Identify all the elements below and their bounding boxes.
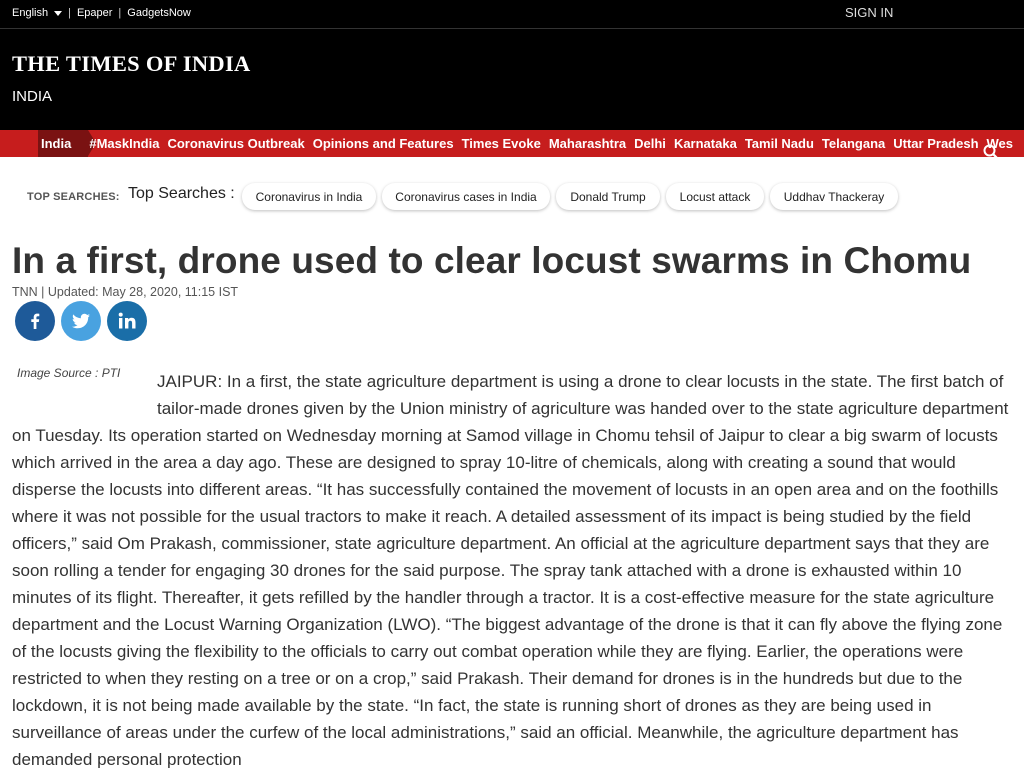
- main-nav: [0, 130, 1024, 157]
- article-byline: TNN | Updated: May 28, 2020, 11:15 IST: [12, 285, 239, 299]
- language-selector[interactable]: [12, 7, 62, 19]
- nav-item-maharashtra[interactable]: Maharashtra: [548, 136, 627, 151]
- language-label: English: [12, 7, 49, 19]
- nav-item-coronavirus-outbreak[interactable]: Coronavirus Outbreak: [167, 136, 305, 151]
- search-chip-donald-trump[interactable]: Donald Trump: [556, 183, 660, 210]
- top-searches-label: TOP SEARCHES:: [27, 191, 120, 203]
- top-searches-title: Top Searches :: [128, 185, 235, 202]
- facebook-icon: [24, 310, 46, 332]
- sign-in-link[interactable]: SIGN IN: [845, 5, 894, 20]
- facebook-share-button[interactable]: [15, 301, 55, 341]
- article-headline: In a first, drone used to clear locust swarms in Chomu: [12, 240, 972, 281]
- divider: |: [118, 7, 122, 19]
- divider: |: [68, 7, 71, 19]
- nav-item-delhi[interactable]: Delhi: [634, 136, 666, 151]
- nav-item-karnataka[interactable]: Karnataka: [673, 136, 737, 151]
- top-searches-bar: [0, 170, 1024, 220]
- nav-item-west[interactable]: Wes: [986, 136, 1014, 151]
- article-body: [12, 368, 1014, 768]
- search-icon[interactable]: [983, 144, 999, 157]
- search-chip-locust-attack[interactable]: Locust attack: [666, 183, 764, 210]
- topbar-links: [12, 7, 191, 19]
- nav-items: [0, 130, 1017, 157]
- nav-item-maskindia[interactable]: #MaskIndia: [89, 136, 160, 151]
- top-utility-bar: [0, 0, 1024, 28]
- caret-down-icon: [54, 11, 62, 16]
- epaper-link[interactable]: Epaper: [76, 7, 113, 19]
- nav-item-tamil-nadu[interactable]: Tamil Nadu: [744, 136, 814, 151]
- search-chip-coronavirus-in-india[interactable]: Coronavirus in India: [242, 183, 376, 210]
- nav-item-opinions-and-features[interactable]: Opinions and Features: [312, 136, 454, 151]
- image-source-caption: Image Source : PTI: [17, 366, 121, 380]
- article-text: JAIPUR: In a first, the state agriculture department is using a drone to clear locusts in the state. The first batch of tailor-made drones given by the Union ministry of agriculture was handed over to the state agriculture department on Tuesday. Its operation started on Wednesday morning at Samod village in Chomu tehsil of Jaipur to clear a big swarm of locusts which arrived in the area a day ago. These are designed to spray 10-litre of chemicals, along with creating a sound that would disperse the locusts into different areas. “It has successfully contained the movement of locusts in an open area and on the foothills where it was not possible for the usual tractors to make it reach. A detailed assessment of its impact is being studied by the field officers,” said Om Prakash, commissioner, state agriculture department. An official at the agriculture department says that they are soon rolling a tender for engaging 30 drones for the said purpose. The spray tank attached with a drone is exhausted within 10 minutes of its flight. Thereafter, it gets refilled by the handler through a tractor. It is a cost-effective measure for the state agriculture department and the Locust Warning Organization (LWO). “The biggest advantage of the drone is that it can fly above the flying zone of the locusts giving the flexibility to the officials to carry out combat operation while they are flying. Earlier, the operations were restricted to when they resting on a tree or on a crop,” said Prakash. Their demand for drones is in the hundreds but due to the lockdown, it is not being made available by the state. “In fact, the state is running short of drones as they are being used in surveillance of areas under the curfew of the local administrations,” said an official. Meanwhile, the agriculture department has demanded personal protection: [12, 372, 1009, 768]
- nav-item-times-evoke[interactable]: Times Evoke: [461, 136, 541, 151]
- linkedin-share-button[interactable]: [107, 301, 147, 341]
- twitter-icon: [69, 309, 93, 333]
- nav-item-telangana[interactable]: Telangana: [821, 136, 886, 151]
- linkedin-icon: [116, 310, 138, 332]
- nav-item-india[interactable]: India: [41, 136, 72, 151]
- masthead: [0, 28, 1024, 130]
- search-chip-uddhav-thackeray[interactable]: Uddhav Thackeray: [770, 183, 898, 210]
- section-title: INDIA: [12, 88, 53, 105]
- gadgetsnow-link[interactable]: GadgetsNow: [127, 7, 191, 19]
- nav-item-uttar-pradesh[interactable]: Uttar Pradesh: [893, 136, 979, 151]
- twitter-share-button[interactable]: [61, 301, 101, 341]
- search-chip-coronavirus-cases[interactable]: Coronavirus cases in India: [382, 183, 550, 210]
- site-logo[interactable]: THE TIMES OF INDIA: [12, 51, 251, 76]
- image-placeholder: [12, 368, 157, 422]
